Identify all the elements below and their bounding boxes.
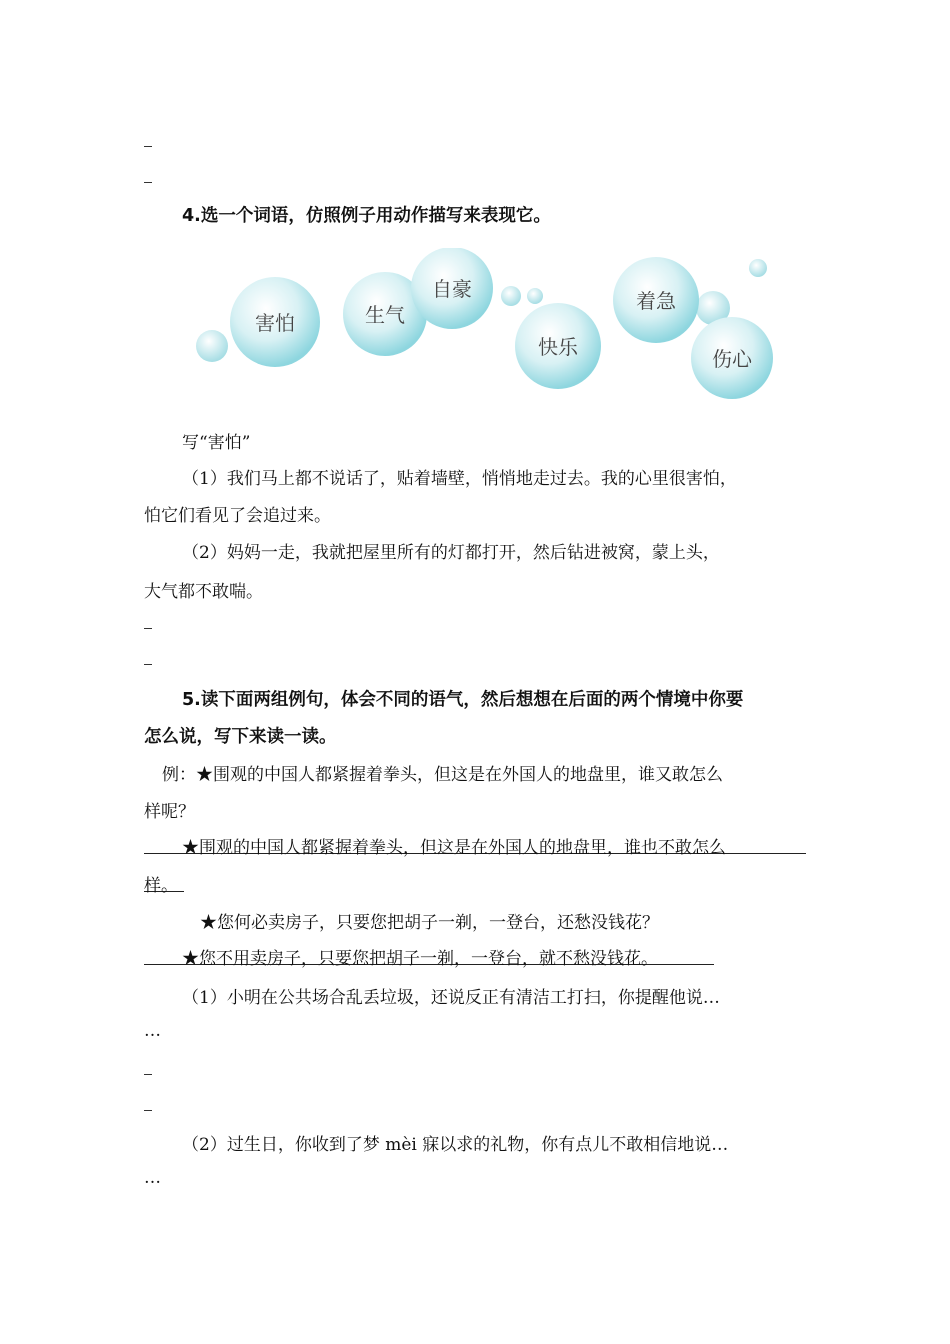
svg-text:着急: 着急 [636,289,676,313]
example-2-line-1: （2）妈妈一走，我就把屋里所有的灯都打开，然后钻进被窝，蒙上头， [182,543,720,563]
example-a-line-2: 样呢？ [144,802,195,822]
situation-2-line-2: … [144,1168,161,1188]
answer-blank [144,182,152,183]
example-label: 写“害怕” [182,433,251,453]
svg-text:伤心: 伤心 [712,347,752,371]
small-bubble [501,286,521,306]
example-1-line-1: （1）我们马上都不说话了，贴着墙壁，悄悄地走过去。我的心里很害怕， [182,469,737,489]
answer-blank [144,1110,152,1111]
example-b-line-1: ★围观的中国人都紧握着拳头，但这是在外国人的地盘里，谁也不敢怎么 [182,838,726,858]
example-1-line-2: 怕它们看见了会追过来。 [144,506,331,526]
situation-1-line-2: … [144,1021,161,1041]
bubble-伤心 [691,317,773,399]
question-4-title: 4.选一个词语，仿照例子用动作描写来表现它。 [182,206,551,226]
bubble-着急 [613,257,699,343]
example-2-line-2: 大气都不敢喘。 [144,582,263,602]
svg-text:自豪: 自豪 [432,277,472,301]
answer-blank [144,628,152,629]
svg-text:害怕: 害怕 [255,311,295,335]
bubble-害怕 [230,277,320,367]
small-bubble [749,259,767,277]
small-bubble [196,330,228,362]
small-bubble [527,288,543,304]
example-c: ★您何必卖房子，只要您把胡子一剃，一登台，还愁没钱花？ [200,913,659,933]
bubble-快乐 [515,303,601,389]
answer-blank [144,1074,152,1075]
example-d: ★您不用卖房子，只要您把胡子一剃，一登台，就不愁没钱花。 [182,949,658,969]
question-5-title-line-1: 5.读下面两组例句，体会不同的语气，然后想想在后面的两个情境中你要 [182,690,744,710]
svg-text:生气: 生气 [365,303,405,327]
bubble-自豪 [411,248,493,329]
situation-2-line-1: （2）过生日，你收到了梦 mèi 寐以求的礼物，你有点儿不敢相信地说… [182,1135,729,1155]
situation-1-line-1: （1）小明在公共场合乱丢垃圾，还说反正有清洁工打扫，你提醒他说… [182,988,720,1008]
svg-text:快乐: 快乐 [538,335,578,359]
word-bubbles-illustration [190,248,780,408]
answer-blank [144,664,152,665]
answer-blank [144,146,152,147]
example-b-line-2: 样。 [144,876,178,896]
example-a-line-1: 例：★围观的中国人都紧握着拳头，但这是在外国人的地盘里，谁又敢怎么 [162,765,723,785]
question-5-title-line-2: 怎么说，写下来读一读。 [144,727,337,747]
